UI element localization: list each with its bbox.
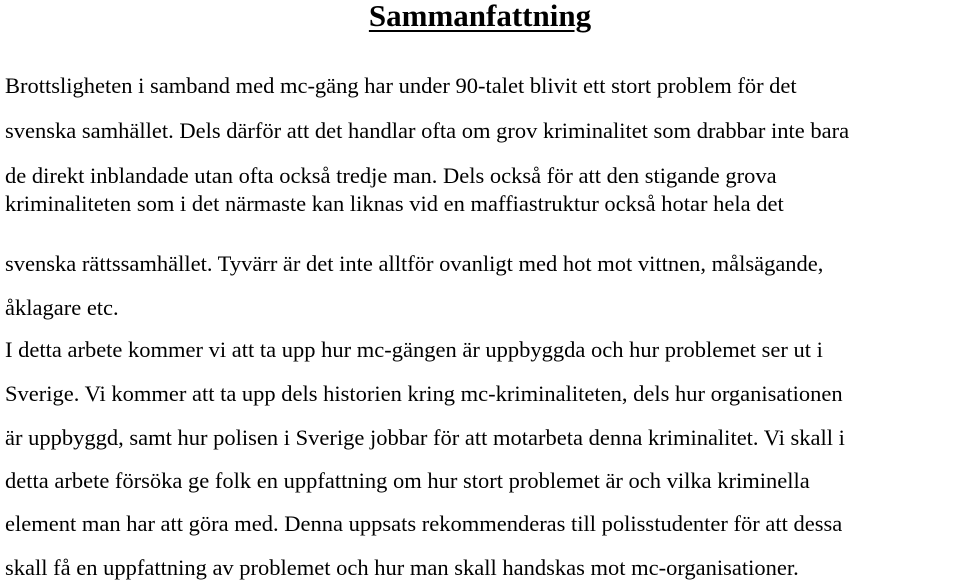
text-line-3: de direkt inblandade utan ofta också tredje man. Dels också för att den stigande grova (5, 163, 777, 188)
text-line-1: Brottsligheten i samband med mc-gäng har under 90-talet blivit ett stort problem för det (5, 73, 797, 98)
text-line-6: åklagare etc. (5, 295, 119, 320)
text-line-4: kriminaliteten som i det närmaste kan liknas vid en maffiastruktur också hotar hela det (5, 191, 784, 216)
text-line-10: detta arbete försöka ge folk en uppfattning om hur stort problemet är och vilka kriminella (5, 468, 810, 493)
page-title: Sammanfattning (368, 0, 592, 33)
text-line-2: svenska samhället. Dels därför att det handlar ofta om grov kriminalitet som drabbar inte bara (5, 118, 850, 143)
text-line-5: svenska rättssamhället. Tyvärr är det inte alltför ovanligt med hot mot vittnen, målsägande, (5, 251, 824, 276)
text-line-12: skall få en uppfattning av problemet och hur man skall handskas mot mc-organisationer. (5, 555, 799, 580)
text-line-8: Sverige. Vi kommer att ta upp dels historien kring mc-kriminaliteten, dels hur organisationen (5, 381, 843, 406)
text-line-7: I detta arbete kommer vi att ta upp hur mc-gängen är uppbyggda och hur problemet ser ut i (5, 337, 823, 362)
text-line-11: element man har att göra med. Denna uppsats rekommenderas till polisstudenter för att dessa (5, 511, 843, 536)
text-line-9: är uppbyggd, samt hur polisen i Sverige jobbar för att motarbeta denna kriminalitet. Vi skall i (5, 425, 845, 450)
